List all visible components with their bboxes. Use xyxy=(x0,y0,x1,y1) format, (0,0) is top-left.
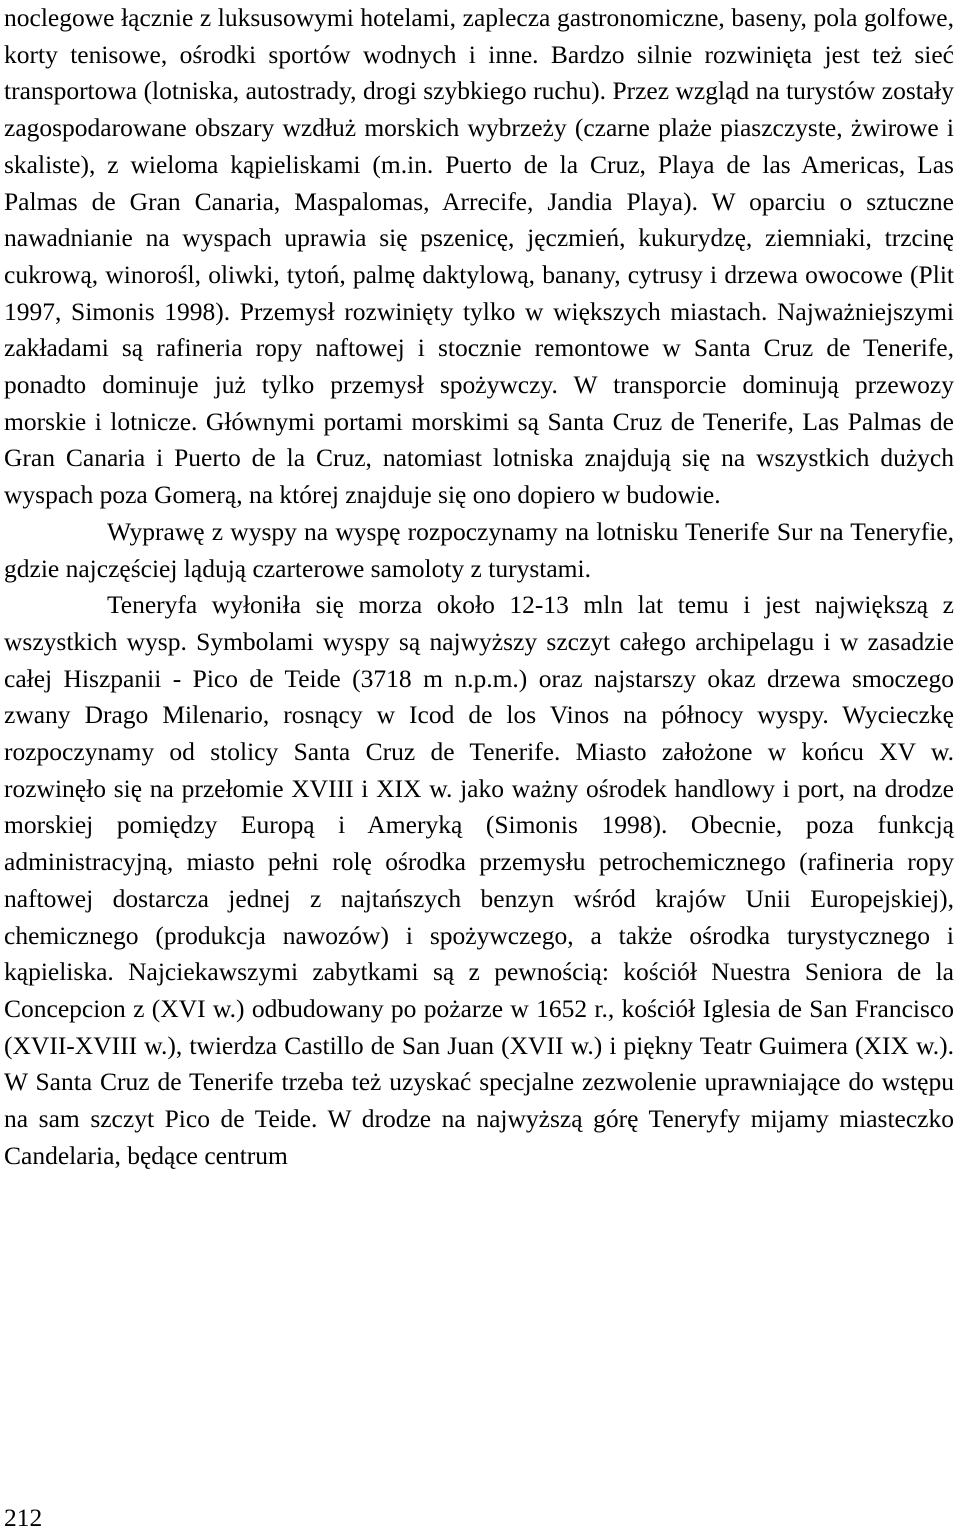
document-body xyxy=(4,0,954,1175)
page-number: 212 xyxy=(4,1503,43,1532)
paragraph-1: noclegowe łącznie z luksusowymi hotelami, zaplecza gastronomiczne, baseny, pola golfowe, korty tenisowe, ośrodki sportów wodnych i inne. Bardzo silnie rozwinięta jest też sieć transportowa (lotniska, autostrady, drogi szybkiego ruchu). Przez wzgląd na turystów zostały zagospodarowane obszary wzdłuż morskich wybrzeży (czarne plaże piaszczyste, żwirowe i skaliste), z wieloma kąpieliskami (m.in. Puerto de la Cruz, Playa de las Americas, Las Palmas de Gran Canaria, Maspalomas, Arrecife, Jandia Playa). W oparciu o sztuczne nawadnianie na wyspach uprawia się pszenicę, jęczmień, kukurydzę, ziemniaki, trzcinę cukrową, winorośl, oliwki, tytoń, palmę daktylową, banany, cytrusy i drzewa owocowe (Plit 1997, Simonis 1998). Przemysł rozwinięty tylko w większych miastach. Najważniejszymi zakładami są rafineria ropy naftowej i stocznie remontowe w Santa Cruz de Tenerife, ponadto dominuje już tylko przemysł spożywczy. W transporcie dominują przewozy morskie i lotnicze. Głównymi portami morskimi są Santa Cruz de Tenerife, Las Palmas de Gran Canaria i Puerto de la Cruz, natomiast lotniska znajdują się na wszystkich dużych wyspach poza Gomerą, na której znajduje się ono dopiero w budowie. xyxy=(4,3,954,510)
paragraph-3: Teneryfa wyłoniła się morza około 12-13 mln lat temu i jest największą z wszystkich wysp. Symbolami wyspy są najwyższy szczyt całego archipelagu i w zasadzie całej Hiszpanii - Pico de Teide (3718 m n.p.m.) oraz najstarszy okaz drzewa smoczego zwany Drago Milenario, rosnący w Icod de los Vinos na północy wyspy. Wycieczkę rozpoczynamy od stolicy Santa Cruz de Tenerife. Miasto założone w końcu XV w. rozwinęło się na przełomie XVIII i XIX w. jako ważny ośrodek handlowy i port, na drodze morskiej pomiędzy Europą i Ameryką (Simonis 1998). Obecnie, poza funkcją administracyjną, miasto pełni rolę ośrodka przemysłu petrochemicznego (rafineria ropy naftowej dostarcza jednej z najtańszych benzyn wśród krajów Unii Europejskiej), chemicznego (produkcja nawozów) i spożywczego, a także ośrodka turystycznego i kąpieliska. Najciekawszymi zabytkami są z pewnością: kościół Nuestra Seniora de la Concepcion z (XVI w.) odbudowany po pożarze w 1652 r., kościół Iglesia de San Francisco (XVII-XVIII w.), twierdza Castillo de San Juan (XVII w.) i piękny Teatr Guimera (XIX w.). W Santa Cruz de Tenerife trzeba też uzyskać specjalne zezwolenie uprawniające do wstępu na sam szczyt Pico de Teide. W drodze na najwyższą górę Teneryfy mijamy miasteczko Candelaria, będące centrum xyxy=(4,590,954,1170)
paragraph-2: Wyprawę z wyspy na wyspę rozpoczynamy na lotnisku Tenerife Sur na Teneryfie, gdzie najczęściej lądują czarterowe samoloty z turystami. xyxy=(4,516,954,583)
